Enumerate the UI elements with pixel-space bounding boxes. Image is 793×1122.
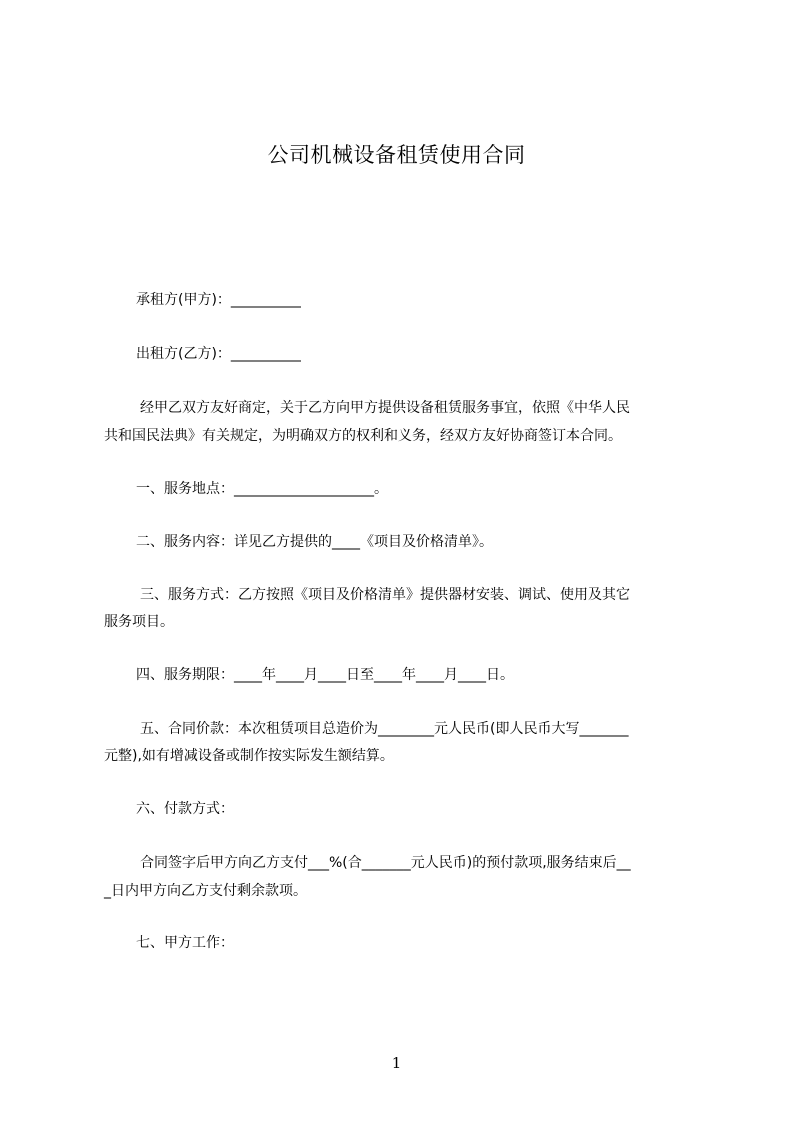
intro-line-1: 经甲乙双方友好商定，关于乙方向甲方提供设备租赁服务事宜，依照《中华人民 (140, 400, 630, 416)
clause-service-period: 四、服务期限：____年____月____日至____年____月____日。 (136, 667, 514, 683)
lessee-line: 承租方(甲方)：__________ (136, 292, 301, 308)
payment-terms-line-1: 合同签字后甲方向乙方支付___%(合_______元人民币)的预付款项,服务结束后__ (140, 855, 631, 871)
clause-contract-price-line-1: 五、合同价款：本次租赁项目总造价为________元人民币(即人民币大写_______ (140, 721, 629, 737)
clause-service-location: 一、服务地点：____________________。 (136, 481, 388, 497)
payment-terms-line-2: _日内甲方向乙方支付剩余款项。 (104, 883, 307, 899)
lessor-line: 出租方(乙方)：__________ (136, 346, 301, 362)
page-number: 1 (391, 1054, 402, 1072)
document-title: 公司机械设备租赁使用合同 (267, 143, 526, 167)
clause-contract-price-line-2: 元整),如有增减设备或制作按实际发生额结算。 (104, 748, 394, 764)
intro-line-2: 共和国民法典》有关规定，为明确双方的权利和义务，经双方友好协商签订本合同。 (104, 428, 622, 444)
clause-party-a-work: 七、甲方工作： (136, 935, 234, 951)
clause-service-method-line-2: 服务项目。 (104, 614, 174, 630)
clause-service-method-line-1: 三、服务方式：乙方按照《项目及价格清单》提供器材安装、调试、使用及其它 (140, 587, 630, 603)
clause-payment-method: 六、付款方式： (136, 801, 234, 817)
clause-service-content: 二、服务内容：详见乙方提供的____《项目及价格清单》。 (136, 534, 493, 550)
